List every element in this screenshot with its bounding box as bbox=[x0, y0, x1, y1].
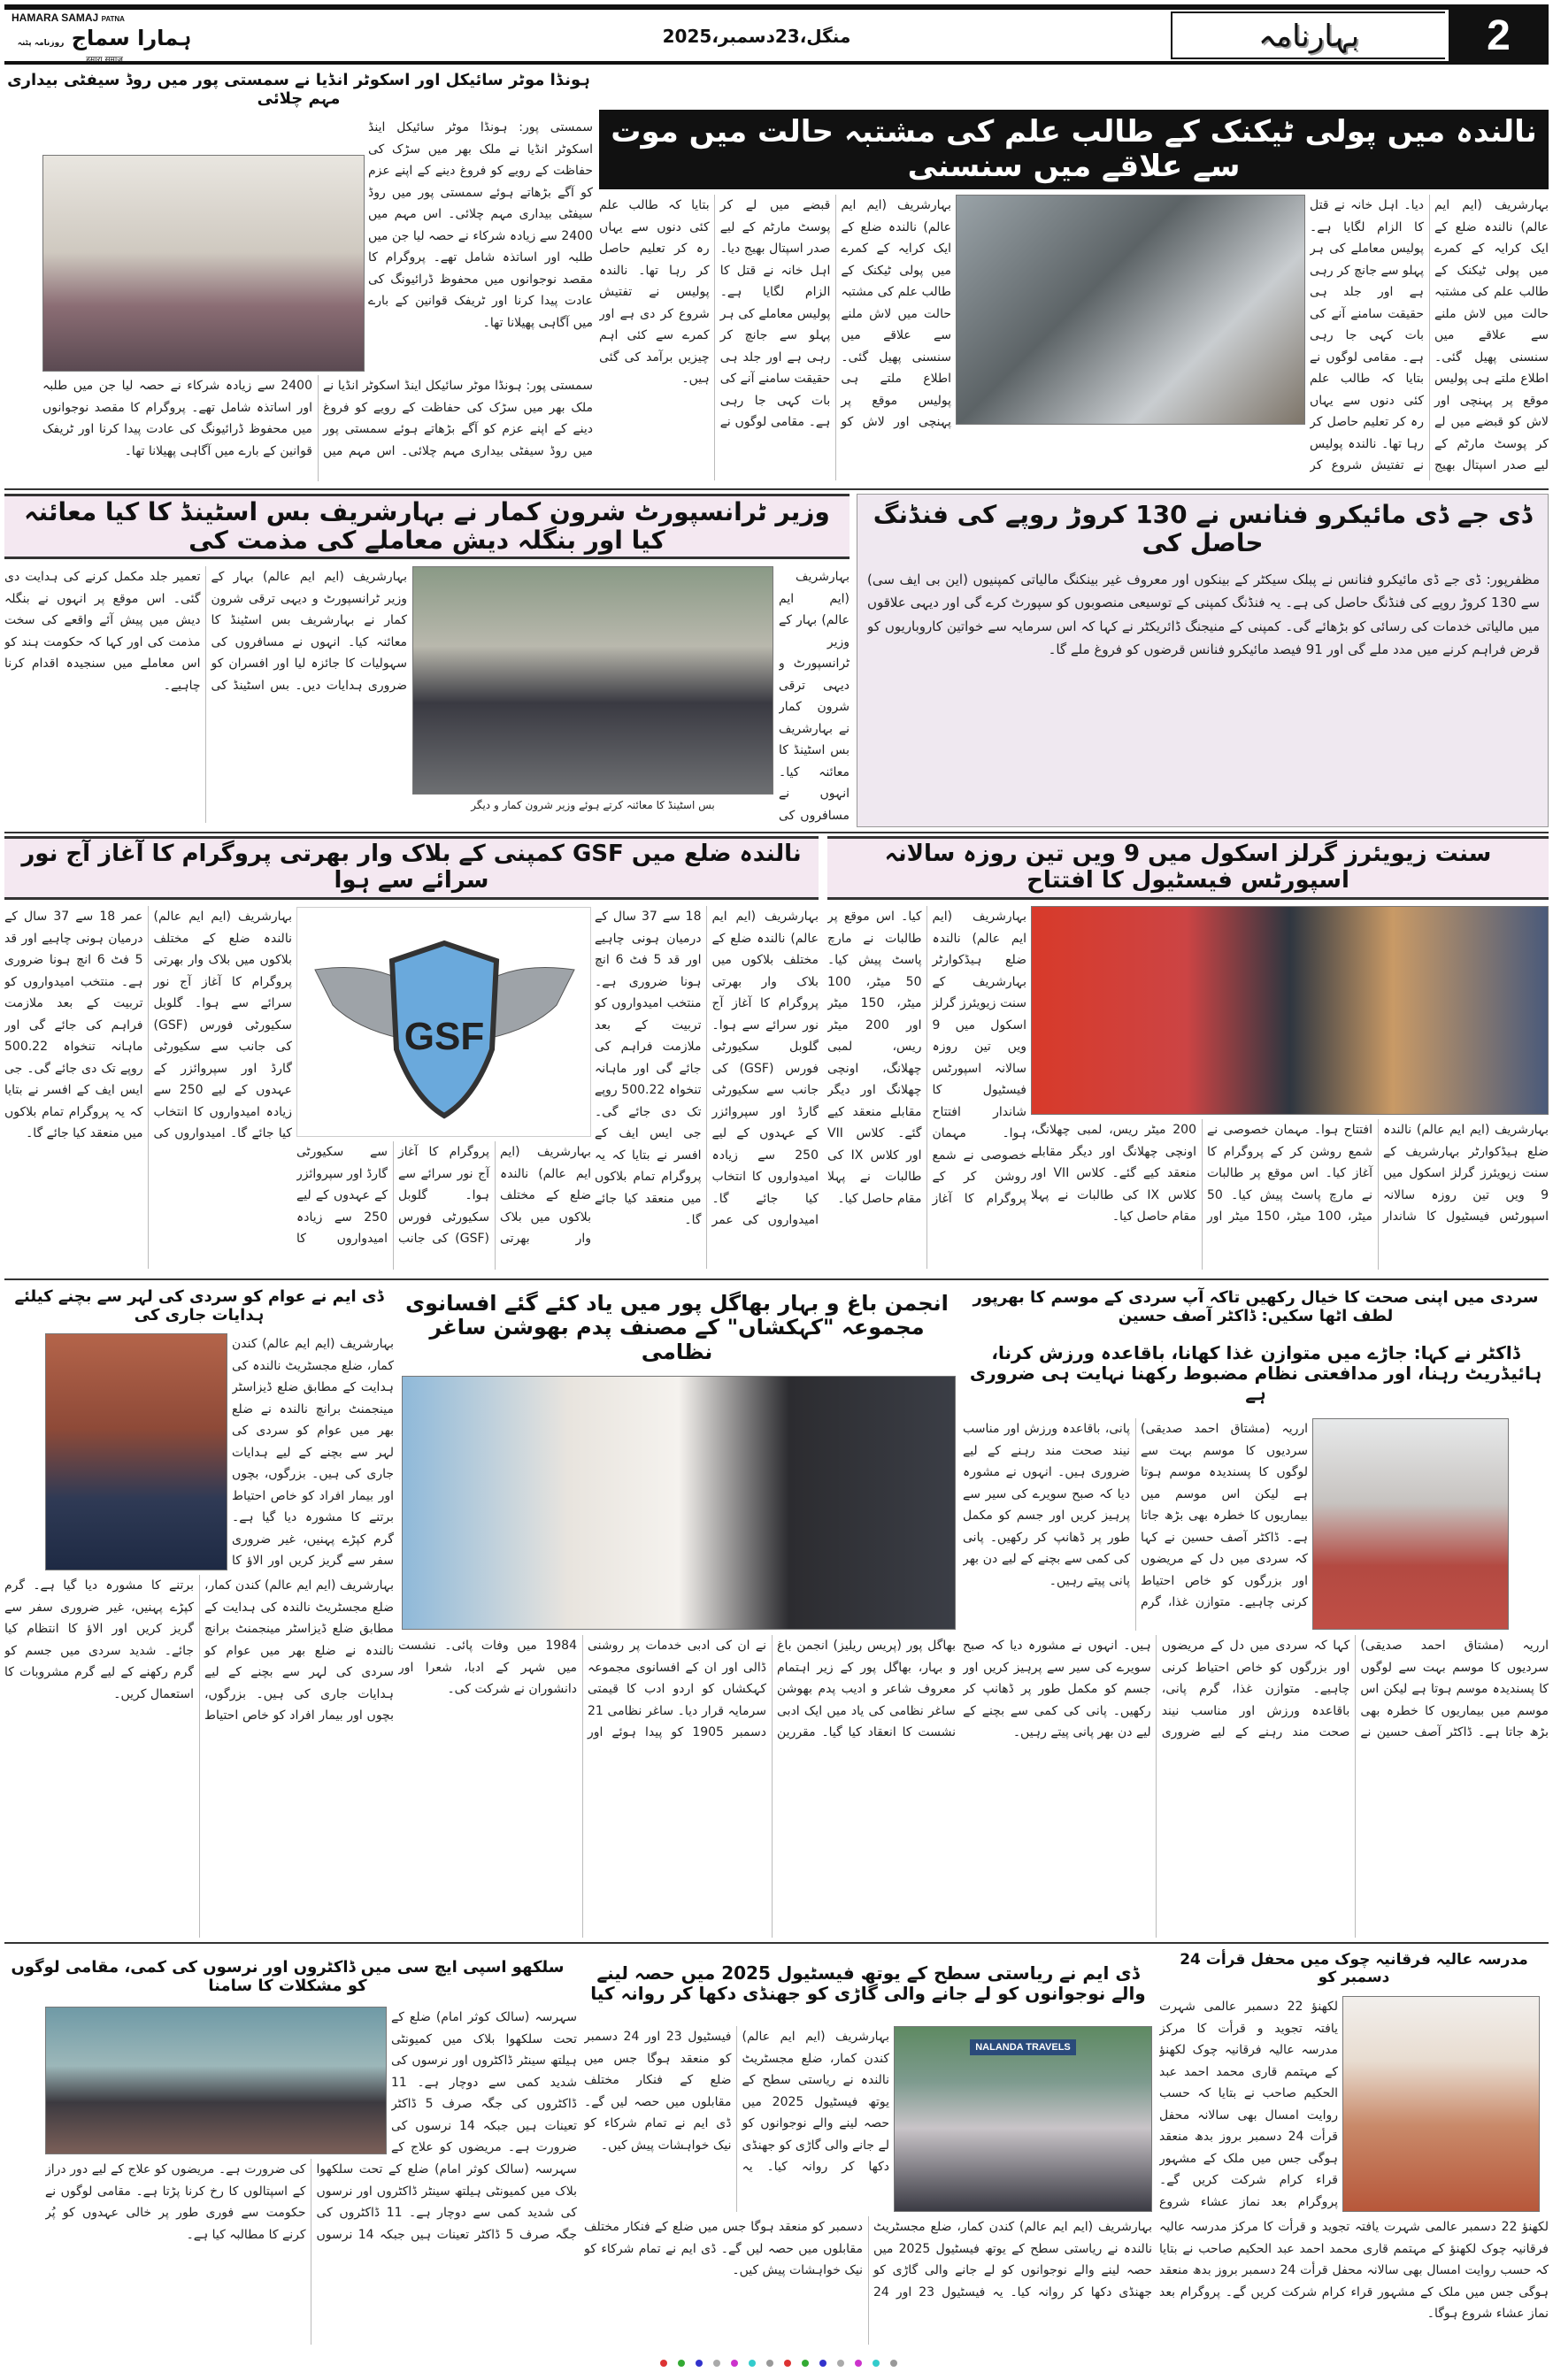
youth-fest-bus-photo bbox=[894, 2026, 1152, 2212]
gsf-wings-shield-icon bbox=[297, 908, 592, 1138]
divider bbox=[4, 832, 1549, 833]
madrasa-headline: مدرسہ عالیہ فرقانیہ چوک میں محفل قرأت 24 دسمبر کو bbox=[1180, 1951, 1528, 1986]
youth-fest-body-top: بہارشریف (ایم ایم عالم) کندن کمار، ضلع مجسٹریٹ نالندہ نے ریاستی سطح کے یوتھ فیسٹیول 2025 میں حصہ لینے والے نوجوانوں کو لے جانے والی گاڑی کو جھنڈی دکھا کر روانہ کیا۔ یہ فیسٹیول 23 اور 24 دسمبر کو منعقد ہوگا جس میں ضلع کے فنکار مختلف مقابلوں میں حصہ لیں گے۔ ڈی ایم نے تمام شرکاء کو نیک خواہشات پیش کیں۔ bbox=[584, 2030, 889, 2174]
footer-dot bbox=[766, 2360, 773, 2367]
footer-dot bbox=[784, 2360, 791, 2367]
honda-body-top: سمستی پور: ہونڈا موٹر سائیکل اینڈ اسکوٹر انڈیا نے ملک بھر میں سڑک کی حفاظت کے رویے کو فروغ دینے کے اپنے عزم کو آگے بڑھاتے ہوئے سمستی پور میں روڈ سیفٹی بیداری مہم چلائی۔ اس مہم میں 2400 سے زیادہ شرکاء نے حصہ لیا جن میں طلبہ اور اساتذہ شامل تھے۔ پروگرام کا مقصد نوجوانوں میں محفوظ ڈرائیونگ کی عادت پیدا کرنا اور ٹریفک قوانین کے بارے میں آگاہی پھیلانا تھا۔ bbox=[368, 120, 593, 330]
sports-headline: سنت زیویئرز گرلز اسکول میں 9 ویں تین روزہ سالانہ اسپورٹس فیسٹیول کا افتتاح bbox=[827, 836, 1549, 900]
sports-body-bottom: بہارشریف (ایم ایم عالم) نالندہ ضلع ہیڈکوارٹر بہارشریف کے سنت زیویئرز گرلز اسکول میں 9 ویں تین روزہ سالانہ اسپورٹس فیسٹیول کا شاندار افتتاح ہوا۔ مہمان خصوصی نے شمع روشن کر کے پروگرام کا آغاز کیا۔ اس موقع پر طالبات نے مارچ پاسٹ پیش کیا۔ 50 میٹر، 100 میٹر، 150 میٹر اور 200 میٹر ریس، لمبی چھلانگ، اونچی چھلانگ اور دیگر مقابلے منعقد کیے گئے۔ کلاس VII اور کلاس IX کی طالبات نے پہلا مقام حاصل کیا۔ bbox=[1031, 1123, 1549, 1224]
phc-photo bbox=[45, 2007, 387, 2154]
lead-photo bbox=[956, 195, 1305, 425]
winter-health-body-top: ارریہ (مشتاق احمد صدیقی) سردیوں کا موسم بہت سے لوگوں کا پسندیدہ موسم ہوتا ہے لیکن اس موسم میں بیماریوں کا خطرہ بھی بڑھ جاتا ہے۔ ڈاکٹر آصف حسین نے کہا کہ سردی میں دل کے مریضوں اور بزرگوں کو خاص احتیاط کرنی چاہیے۔ متوازن غذا، گرم پانی، باقاعدہ ورزش اور مناسب نیند صحت مند رہنے کے لیے ضروری ہیں۔ انہوں نے مشورہ دیا کہ صبح سویرے کی سیر سے پرہیز کریں اور جسم کو مکمل طور پر ڈھانپ کر رکھیں۔ پانی کی کمی سے بچنے کے لیے دن بھر پانی پیتے رہیں۔ bbox=[963, 1422, 1308, 1609]
logo-daily: روزنامہ پٹنہ bbox=[17, 39, 65, 48]
gsf-body-right: بہارشریف (ایم ایم عالم) نالندہ ضلع کے مختلف بلاکوں میں بلاک وار بھرتی پروگرام کا آغاز آج نور سرائے سے ہوا۔ گلوبل سکیورٹی فورس (GSF) کی جانب سے سکیورٹی گارڈ اور سپروائزر کے عہدوں کے لیے 250 سے زیادہ امیدواروں کا انتخاب کیا جائے گا۔ امیدواروں کی عمر 18 سے 37 سال کے درمیان ہونی چاہیے اور قد 5 فٹ 6 انچ ہونا ضروری ہے۔ منتخب امیدواروں کو تربیت کے بعد ملازمت فراہم کی جائے گی اور ماہانہ تنخواہ 500.22 روپے تک دی جائے گی۔ جی ایس ایف کے افسر نے بتایا کہ یہ پروگرام تمام بلاکوں میں منعقد کیا جائے گا۔ bbox=[595, 910, 819, 1227]
logo-hindi-name: हमारा समाज bbox=[86, 56, 123, 65]
dm-cold-headline: ڈی ایم نے عوام کو سردی کی لہر سے بچنے کیلئے ہدایات جاری کی bbox=[14, 1287, 384, 1324]
logo-city: PATNA bbox=[101, 15, 125, 23]
transport-body-right: بہارشریف (ایم ایم عالم) بہار کے وزیر ٹرانسپورٹ و دیہی ترقی شرون کمار نے بہارشریف بس اسٹینڈ کا معائنہ کیا۔ انہوں نے مسافروں کی bbox=[779, 570, 850, 823]
sports-inauguration-photo bbox=[1031, 906, 1549, 1115]
svg-text:GSF: GSF bbox=[404, 1015, 485, 1058]
footer-dot bbox=[819, 2360, 826, 2367]
transport-headline: وزیر ٹرانسپورٹ شرون کمار نے بہارشریف بس اسٹینڈ کا کیا معائنہ کیا اور بنگلہ دیش معاملے کی مذمت کی bbox=[4, 494, 850, 559]
madrasa-body-top: لکھنؤ 22 دسمبر عالمی شہرت یافتہ تجوید و قرأت کا مرکز مدرسہ عالیہ فرقانیہ چوک لکھنؤ کے مہتمم قاری محمد احمد عبد الحکیم صاحب نے بتایا کہ حسب روایت امسال بھی سالانہ محفل قرأت 24 دسمبر بروز بدھ منعقد ہوگی جس میں ملک کے مشہور قراء کرام شرکت کریں گے۔ پروگرام بعد نماز عشاء شروع bbox=[1159, 2000, 1338, 2209]
phc-headline: سلکھو اسپی ایچ سی میں ڈاکٹروں اور نرسوں کی کمی، مقامی لوگوں کو مشکلات کا سامنا bbox=[11, 1958, 565, 1995]
footer-dot bbox=[749, 2360, 756, 2367]
dm-cold-body-bottom: بہارشریف (ایم ایم عالم) کندن کمار، ضلع مجسٹریٹ نالندہ کی ہدایت کے مطابق ضلع ڈیزاسٹر مینجمنٹ برانچ نالندہ نے ضلع بھر میں عوام کو سردی کی لہر سے بچنے کے لیے ہدایات جاری کی ہیں۔ بزرگوں، بچوں اور بیمار افراد کو خاص احتیاط برتنے کا مشورہ دیا گیا ہے۔ گرم کپڑے پہنیں، غیر ضروری سفر سے گریز کریں اور الاؤ کا انتظام کیا جائے۔ شدید سردی میں جسم کو گرم رکھنے کے لیے گرم مشروبات کا استعمال کریں۔ bbox=[4, 1578, 394, 1723]
gsf-logo bbox=[296, 907, 591, 1137]
logo-english-name: HAMARA SAMAJ bbox=[12, 12, 99, 24]
sports-body-left: بہارشریف (ایم ایم عالم) نالندہ ضلع ہیڈکوارٹر بہارشریف کے سنت زیویئرز گرلز اسکول میں 9 ویں تین روزہ سالانہ اسپورٹس فیسٹیول کا شاندار افتتاح ہوا۔ مہمان خصوصی نے شمع روشن کر کے پروگرام کا آغاز کیا۔ اس موقع پر طالبات نے مارچ پاسٹ پیش کیا۔ 50 میٹر، 100 میٹر، 150 میٹر اور 200 میٹر ریس، لمبی چھلانگ، اونچی چھلانگ اور دیگر مقابلے منعقد کیے گئے۔ کلاس VII اور کلاس IX کی طالبات نے پہلا مقام حاصل کیا۔ bbox=[827, 910, 1026, 1206]
issue-date: منگل،23دسمبر،2025 bbox=[662, 26, 851, 47]
footer-dot bbox=[873, 2360, 880, 2367]
bus-sign: NALANDA TRAVELS bbox=[970, 2039, 1076, 2055]
winter-health-subheadline: ڈاکٹر نے کہا: جاڑے میں متوازن غذا کھانا، باقاعدہ ورزش کرنا، ہائیڈریٹ رہنا، اور مدافعتی نظام مضبوط رکھنا نہایت ہی ضروری ہے bbox=[969, 1341, 1542, 1404]
winter-health-body-bottom: ارریہ (مشتاق احمد صدیقی) سردیوں کا موسم بہت سے لوگوں کا پسندیدہ موسم ہوتا ہے لیکن اس موسم میں بیماریوں کا خطرہ بھی بڑھ جاتا ہے۔ ڈاکٹر آصف حسین نے کہا کہ سردی میں دل کے مریضوں اور بزرگوں کو خاص احتیاط کرنی چاہیے۔ متوازن غذا، گرم پانی، باقاعدہ ورزش اور مناسب نیند صحت مند رہنے کے لیے ضروری ہیں۔ انہوں نے مشورہ دیا کہ صبح سویرے کی سیر سے پرہیز کریں اور جسم کو مکمل طور پر ڈھانپ کر رکھیں۔ پانی کی کمی سے بچنے کے لیے دن بھر پانی پیتے رہیں۔ bbox=[963, 1639, 1549, 1739]
footer-dot bbox=[660, 2360, 667, 2367]
transport-body-left: بہارشریف (ایم ایم عالم) بہار کے وزیر ٹرانسپورٹ و دیہی ترقی شرون کمار نے بہارشریف بس اسٹینڈ کا معائنہ کیا۔ انہوں نے مسافروں کی سہولیات کا جائزہ لیا اور افسران کو ضروری ہدایات دیں۔ بس اسٹینڈ کی تعمیر جلد مکمل کرنے کی ہدایت دی گئی۔ اس موقع پر انہوں نے بنگلہ دیش میں پیش آئے واقعے کی سخت مذمت کی اور کہا کہ حکومت ہند کو اس معاملے میں سنجیدہ اقدام کرنا چاہیے۔ bbox=[4, 570, 407, 693]
newspaper-logo bbox=[12, 12, 197, 65]
divider bbox=[4, 488, 1549, 490]
honda-headline: ہونڈا موٹر سائیکل اور اسکوٹر انڈیا نے سمستی پور میں روڈ سیفٹی بیداری مہم چلائی bbox=[7, 71, 590, 108]
footer-dot bbox=[802, 2360, 809, 2367]
anjuman-body: بھاگل پور (پریس ریلیز) انجمن باغ و بہار، بھاگل پور کے زیر اہتمام معروف شاعر و ادیب پدم بھوشن ساغر نظامی کی یاد میں ایک ادبی نشست کا انعقاد کیا گیا۔ مقررین نے ان کی ادبی خدمات پر روشنی ڈالی اور ان کے افسانوی مجموعہ کہکشاں کو اردو ادب کا قیمتی سرمایہ قرار دیا۔ ساغر نظامی 21 دسمبر 1905 کو پیدا ہوئے اور 1984 میں وفات پائی۔ نشست میں شہر کے ادبا، شعرا اور دانشوران نے شرکت کی۔ bbox=[398, 1639, 956, 1739]
youth-fest-headline: ڈی ایم نے ریاستی سطح کے یوتھ فیسٹیول 2025 میں حصہ لینے والے نوجوانوں کو لے جانے والی گاڑی کو جھنڈی دکھا کر روانہ کیا bbox=[590, 1962, 1146, 2004]
phc-body-top: سہرسہ (سالک کوثر امام) ضلع کے تحت سلکھوا بلاک میں کمیونٹی ہیلتھ سینٹر ڈاکٹروں اور نرسوں کی شدید کمی سے دوچار ہے۔ 11 ڈاکٹروں کی جگہ صرف 5 ڈاکٹر تعینات ہیں جبکہ 14 نرسوں کی ضرورت ہے۔ مریضوں کو علاج کے bbox=[391, 2010, 577, 2154]
gsf-headline: نالندہ ضلع میں GSF کمپنی کے بلاک وار بھرتی پروگرام کا آغاز آج نور سرائے سے ہوا bbox=[4, 836, 819, 900]
microfinance-body: مظفرپور: ڈی جے ڈی مائیکرو فنانس نے پبلک سیکٹر کے بینکوں اور معروف غیر بینکنگ مالیاتی کمپنیوں (این بی ایف سی) سے 130 کروڑ روپے کی فنڈنگ حاصل کی ہے۔ یہ فنڈنگ کمپنی کے توسیعی منصوبوں کو سپورٹ کرے گی اور دیہی علاقوں میں مالیاتی خدمات کی رسائی کو بڑھائے گی۔ کمپنی کے منیجنگ ڈائریکٹر نے کہا کہ اس سرمایہ سے خواتین کاروباریوں کو قرض فراہم کرنے میں مدد ملے گی اور 91 فیصد مائیکرو فنانس قرضوں کو فروغ ملے گا۔ bbox=[867, 572, 1540, 657]
youth-fest-body-bottom: بہارشریف (ایم ایم عالم) کندن کمار، ضلع مجسٹریٹ نالندہ نے ریاستی سطح کے یوتھ فیسٹیول 2025 میں حصہ لینے والے نوجوانوں کو لے جانے والی گاڑی کو جھنڈی دکھا کر روانہ کیا۔ یہ فیسٹیول 23 اور 24 دسمبر کو منعقد ہوگا جس میں ضلع کے فنکار مختلف مقابلوں میں حصہ لیں گے۔ ڈی ایم نے تمام شرکاء کو نیک خواہشات پیش کیں۔ bbox=[584, 2220, 1152, 2299]
lead-body-right: بہارشریف (ایم ایم عالم) نالندہ ضلع کے ایک کرایہ کے کمرے میں پولی ٹیکنک کے طالب علم کی مشتبہ حالت میں لاش ملنے سے علاقے میں سنسنی پھیل گئی۔ اطلاع ملتے ہی پولیس موقع پر پہنچی اور لاش کو قبضے میں لے کر پوسٹ مارٹم کے لیے صدر اسپتال بھیج دیا۔ اہل خانہ نے قتل کا الزام لگایا ہے۔ پولیس معاملے کی ہر پہلو سے جانچ کر رہی ہے اور جلد ہی حقیقت سامنے آنے کی بات کہی جا رہی ہے۔ مقامی لوگوں نے بتایا کہ طالب علم کئی دنوں سے یہاں رہ کر تعلیم حاصل کر رہا تھا۔ نالندہ پولیس نے تفتیش شروع کر bbox=[1310, 198, 1549, 472]
footer-dot bbox=[731, 2360, 738, 2367]
transport-photo bbox=[412, 566, 773, 795]
footer-dot bbox=[890, 2360, 897, 2367]
section-title: بہارنامہ bbox=[1171, 12, 1445, 59]
dm-cold-body-top: بہارشریف (ایم ایم عالم) کندن کمار، ضلع مجسٹریٹ نالندہ کی ہدایت کے مطابق ضلع ڈیزاسٹر مینجمنٹ برانچ نالندہ نے ضلع بھر میں عوام کو سردی کی لہر سے بچنے کے لیے ہدایات جاری کی ہیں۔ بزرگوں، بچوں اور بیمار افراد کو خاص احتیاط برتنے کا مشورہ دیا گیا ہے۔ گرم کپڑے پہنیں، غیر ضروری سفر سے گریز کریں اور الاؤ کا bbox=[232, 1337, 394, 1568]
masthead bbox=[4, 4, 1549, 65]
winter-health-headline: سردی میں اپنی صحت کا خیال رکھیں تاکہ آپ سردی کے موسم کا بھرپور لطف اٹھا سکیں: ڈاکٹر آصف حسین bbox=[973, 1288, 1539, 1325]
page-number: 2 bbox=[1449, 10, 1549, 61]
divider bbox=[4, 1278, 1549, 1280]
doctor-portrait-photo bbox=[1312, 1418, 1509, 1630]
honda-body-bottom: سمستی پور: ہونڈا موٹر سائیکل اینڈ اسکوٹر انڈیا نے ملک بھر میں سڑک کی حفاظت کے رویے کو فروغ دینے کے اپنے عزم کو آگے بڑھاتے ہوئے سمستی پور میں روڈ سیفٹی بیداری مہم چلائی۔ اس مہم میں 2400 سے زیادہ شرکاء نے حصہ لیا جن میں طلبہ اور اساتذہ شامل تھے۔ پروگرام کا مقصد نوجوانوں میں محفوظ ڈرائیونگ کی عادت پیدا کرنا اور ٹریفک قوانین کے بارے میں آگاہی پھیلانا تھا۔ bbox=[42, 379, 593, 458]
divider bbox=[4, 1942, 1549, 1944]
footer-dot bbox=[713, 2360, 720, 2367]
phc-body-bottom: سہرسہ (سالک کوثر امام) ضلع کے تحت سلکھوا بلاک میں کمیونٹی ہیلتھ سینٹر ڈاکٹروں اور نرسوں کی شدید کمی سے دوچار ہے۔ 11 ڈاکٹروں کی جگہ صرف 5 ڈاکٹر تعینات ہیں جبکہ 14 نرسوں کی ضرورت ہے۔ مریضوں کو علاج کے لیے دور دراز کے اسپتالوں کا رخ کرنا پڑتا ہے۔ مقامی لوگوں نے حکومت سے فوری طور پر خالی عہدوں کو پُر کرنے کا مطالبہ کیا ہے۔ bbox=[45, 2162, 577, 2242]
anjuman-group-photo bbox=[402, 1376, 956, 1630]
lead-body-left: بہارشریف (ایم ایم عالم) نالندہ ضلع کے ایک کرایہ کے کمرے میں پولی ٹیکنک کے طالب علم کی مشتبہ حالت میں لاش ملنے سے علاقے میں سنسنی پھیل گئی۔ اطلاع ملتے ہی پولیس موقع پر پہنچی اور لاش کو قبضے میں لے کر پوسٹ مارٹم کے لیے صدر اسپتال بھیج دیا۔ اہل خانہ نے قتل کا الزام لگایا ہے۔ پولیس معاملے کی ہر پہلو سے جانچ کر رہی ہے اور جلد ہی حقیقت سامنے آنے کی بات کہی جا رہی ہے۔ مقامی لوگوں نے بتایا کہ طالب علم کئی دنوں سے یہاں رہ کر تعلیم حاصل کر رہا تھا۔ نالندہ پولیس نے تفتیش شروع کر دی ہے اور کمرے سے کئی اہم چیزیں برآمد کی گئی ہیں۔ bbox=[599, 198, 951, 429]
gsf-body-under-logo: بہارشریف (ایم ایم عالم) نالندہ ضلع کے مختلف بلاکوں میں بلاک وار بھرتی پروگرام کا آغاز آج نور سرائے سے ہوا۔ گلوبل سکیورٹی فورس (GSF) کی جانب سے سکیورٹی گارڈ اور سپروائزر کے عہدوں کے لیے 250 سے زیادہ امیدواروں کا bbox=[296, 1145, 591, 1246]
lead-headline: نالندہ میں پولی ٹیکنک کے طالب علم کی مشتبہ حالت میں موت سے علاقے میں سنسنی bbox=[599, 110, 1549, 189]
dm-portrait-photo bbox=[45, 1333, 227, 1570]
footer-dot bbox=[678, 2360, 685, 2367]
footer-dot bbox=[837, 2360, 844, 2367]
microfinance-headline: ڈی جے ڈی مائیکرو فنانس نے 130 کروڑ روپے کی فنڈنگ حاصل کی bbox=[873, 499, 1533, 557]
honda-classroom-photo bbox=[42, 155, 365, 372]
footer-dot bbox=[855, 2360, 862, 2367]
footer-dot bbox=[696, 2360, 703, 2367]
madrasa-body-bottom: لکھنؤ 22 دسمبر عالمی شہرت یافتہ تجوید و قرأت کا مرکز مدرسہ عالیہ فرقانیہ چوک لکھنؤ کے مہتمم قاری محمد احمد عبد الحکیم صاحب نے بتایا کہ حسب روایت امسال بھی سالانہ محفل قرأت 24 دسمبر بروز بدھ منعقد ہوگی جس میں ملک کے مشہور قراء کرام شرکت کریں گے۔ پروگرام بعد نماز عشاء شروع ہوگا۔ bbox=[1159, 2220, 1549, 2321]
footer-dot-row bbox=[53, 2353, 1504, 2370]
transport-photo-caption: بس اسٹینڈ کا معائنہ کرتے ہوئے وزیر شرون کمار و دیگر bbox=[471, 799, 715, 811]
qari-portrait-photo bbox=[1342, 1996, 1540, 2212]
gsf-body-left: بہارشریف (ایم ایم عالم) نالندہ ضلع کے مختلف بلاکوں میں بلاک وار بھرتی پروگرام کا آغاز آج نور سرائے سے ہوا۔ گلوبل سکیورٹی فورس (GSF) کی جانب سے سکیورٹی گارڈ اور سپروائزر کے عہدوں کے لیے 250 سے زیادہ امیدواروں کا انتخاب کیا جائے گا۔ امیدواروں کی عمر 18 سے 37 سال کے درمیان ہونی چاہیے اور قد 5 فٹ 6 انچ ہونا ضروری ہے۔ منتخب امیدواروں کو تربیت کے بعد ملازمت فراہم کی جائے گی اور ماہانہ تنخواہ 500.22 روپے تک دی جائے گی۔ جی ایس ایف کے افسر نے بتایا کہ یہ پروگرام تمام بلاکوں میں منعقد کیا جائے گا۔ bbox=[4, 910, 292, 1140]
logo-urdu-name: ہمارا سماج bbox=[71, 26, 192, 50]
anjuman-headline: انجمن باغ و بہار بھاگل پور میں یاد کئے گئے افسانوی مجموعہ "کہکشاں" کے مصنف پدم بھوشن ساغر نظامی bbox=[405, 1290, 949, 1364]
